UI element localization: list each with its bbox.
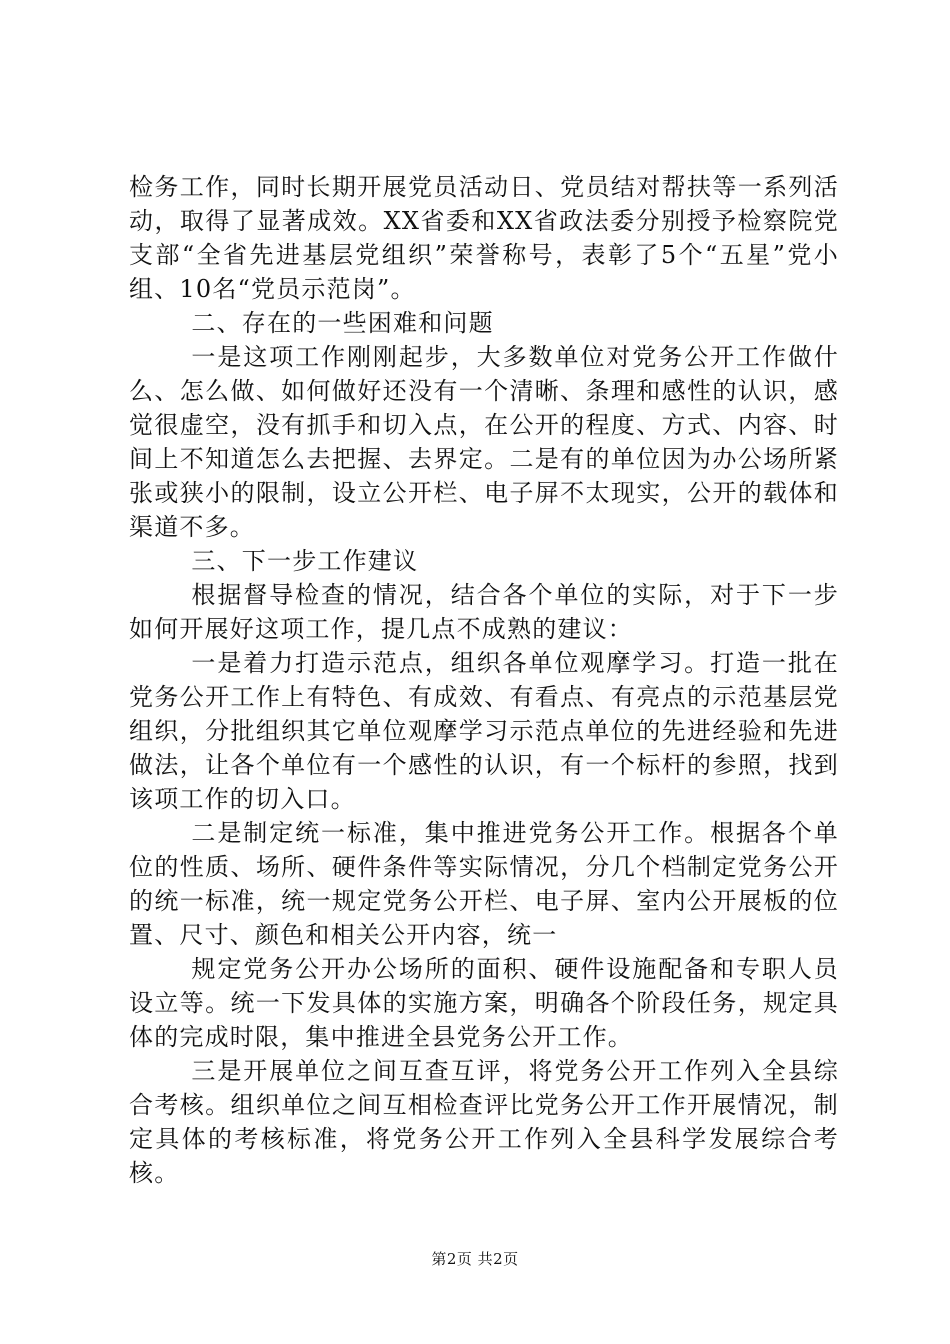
paragraph-6: 一是着力打造示范点，组织各单位观摩学习。打造一批在党务公开工作上有特色、有成效、有看点、有亮点的示范基层党组织，分批组织其它单位观摩学习示范点单位的先进经验和先进做法，让各个单位有一个感性的认识，有一个标杆的参照，找到该项工作的切入口。	[129, 649, 839, 813]
paragraph-9: 三是开展单位之间互查互评，将党务公开工作列入全县综合考核。组织单位之间互相检查评比党务公开工作开展情况，制定具体的考核标准，将党务公开工作列入全县科学发展综合考核。	[129, 1057, 839, 1187]
paragraph-1: 检务工作，同时长期开展党员活动日、党员结对帮扶等一系列活动，取得了显著成效。XX省委和XX省政法委分别授予检察院党支部“全省先进基层党组织”荣誉称号，表彰了5个“五星”党小组、10名“党员示范岗”。	[129, 173, 839, 303]
paragraph-7: 二是制定统一标准，集中推进党务公开工作。根据各个单位的性质、场所、硬件条件等实际情况，分几个档制定党务公开的统一标准，统一规定党务公开栏、电子屏、室内公开展板的位置、尺寸、颜色和相关公开内容，统一	[129, 819, 839, 949]
paragraph-5: 根据督导检查的情况，结合各个单位的实际，对于下一步如何开展好这项工作，提几点不成熟的建议：	[129, 581, 839, 643]
section-heading-3: 三、下一步工作建议	[191, 547, 419, 575]
paragraph-3: 一是这项工作刚刚起步，大多数单位对党务公开工作做什么、怎么做、如何做好还没有一个清晰、条理和感性的认识，感觉很虚空，没有抓手和切入点，在公开的程度、方式、内容、时间上不知道怎么去把握、去界定。二是有的单位因为办公场所紧张或狭小的限制，设立公开栏、电子屏不太现实，公开的载体和渠道不多。	[129, 343, 839, 541]
section-heading-2: 二、存在的一些困难和问题	[191, 309, 494, 337]
paragraph-8: 规定党务公开办公场所的面积、硬件设施配备和专职人员设立等。统一下发具体的实施方案，明确各个阶段任务，规定具体的完成时限，集中推进全县党务公开工作。	[129, 955, 839, 1051]
page-number-footer: 第2页 共2页	[431, 1250, 519, 1268]
document-body	[129, 170, 839, 1190]
